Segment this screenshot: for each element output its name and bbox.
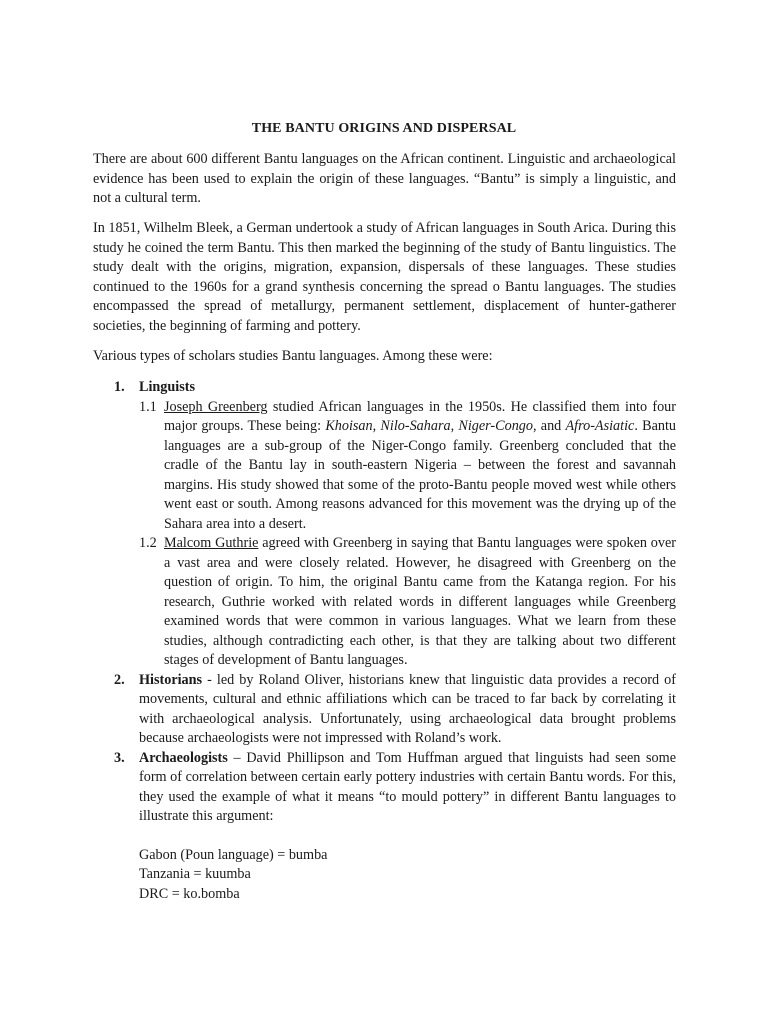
list-heading: Historians bbox=[139, 671, 203, 688]
list-heading: Linguists bbox=[139, 379, 195, 395]
group-niger-congo: Niger-Congo bbox=[458, 418, 533, 434]
group-khoisan: Khoisan bbox=[325, 418, 373, 434]
greenberg-text-b: . Bantu languages are a sub-group of the Niger-Congo family. Greenberg concluded that the cradle of the Bantu lay in south-eastern Nigeria – between the forest and savannah margins. His study showed that some of the proto-Bantu people moved west while others went east or south. Among reasons advanced for this movement was the drying up of the Sahara area into a desert. bbox=[164, 418, 677, 532]
separator: , bbox=[372, 418, 381, 434]
list-number: 3. bbox=[114, 749, 125, 766]
guthrie-name: Malcom Guthrie bbox=[164, 535, 259, 551]
sub-item-guthrie bbox=[93, 534, 676, 671]
greenberg-name: Joseph Greenberg bbox=[164, 398, 268, 415]
list-heading: Archaeologists bbox=[139, 749, 228, 766]
example-line: Tanzania = kuumba bbox=[139, 866, 251, 882]
intro-paragraph: There are about 600 different Bantu languages on the African continent. Linguistic and archaeological evidence has been used to explain the origin of these languages. “Bantu” is simply a linguistic, and not a cultural term. bbox=[93, 151, 676, 206]
sub-number: 1.2 bbox=[139, 535, 157, 551]
scholars-intro-paragraph: Various types of scholars studies Bantu languages. Among these were: bbox=[93, 348, 493, 364]
example-line: DRC = ko.bomba bbox=[139, 885, 240, 902]
group-afro-asiatic: Afro-Asiatic bbox=[565, 418, 635, 434]
group-nilo-sahara: Nilo-Sahara bbox=[380, 418, 451, 434]
document-title: THE BANTU ORIGINS AND DISPERSAL bbox=[251, 121, 517, 136]
example-line: Gabon (Poun language) = bumba bbox=[139, 846, 328, 863]
pottery-word-examples bbox=[139, 846, 676, 905]
guthrie-text: agreed with Greenberg in saying that Bantu languages were spoken over a vast area and were closely related. However, he disagreed with Greenberg on the question of origin. To him, the original Bantu came from the Katanga region. For his research, Guthrie worked with related words in different languages while Greenberg examined words that were common in various languages. What we learn from these studies, although contradicting each other, is that they are talking about two different stages of development of Bantu languages. bbox=[164, 535, 676, 668]
scholars-list bbox=[93, 378, 676, 904]
historians-text: - led by Roland Oliver, historians knew that linguistic data provides a record of movements, cultural and ethnic affiliations which can be traced to far back by correlating it with archaeological analysis. Unfortunately, using archaeological data brought problems because archaeologists were not impressed with Roland’s work. bbox=[139, 671, 676, 746]
list-number: 1. bbox=[114, 379, 125, 395]
sub-number: 1.1 bbox=[139, 398, 157, 415]
list-number: 2. bbox=[114, 671, 125, 688]
separator: , bbox=[450, 418, 459, 434]
separator: , and bbox=[532, 418, 566, 434]
greenberg-text-a: studied African languages in the 1950s. He classified them into four major groups. These being: bbox=[164, 398, 676, 434]
archaeologists-text: – David Phillipson and Tom Huffman argued that linguists had seen some form of correlation between certain early pottery industries with certain Bantu words. For this, they used the example of what it means “to mould pottery” in different Bantu languages to illustrate this argument: bbox=[139, 749, 676, 824]
list-item-archaeologists bbox=[93, 749, 676, 905]
sub-item-greenberg bbox=[93, 398, 676, 535]
list-item-historians bbox=[93, 671, 676, 749]
bleek-paragraph: In 1851, Wilhelm Bleek, a German undertook a study of African languages in South Arica. During this study he coined the term Bantu. This then marked the beginning of the study of Bantu linguistics. The study dealt with the origins, migration, expansion, dispersals of these languages. These studies continued to the 1960s for a grand synthesis concerning the spread o Bantu languages. The studies encompassed the spread of metallurgy, permanent settlement, displacement of hunter-gatherer societies, the beginning of farming and pottery. bbox=[93, 220, 676, 334]
list-item-linguists bbox=[93, 378, 676, 671]
